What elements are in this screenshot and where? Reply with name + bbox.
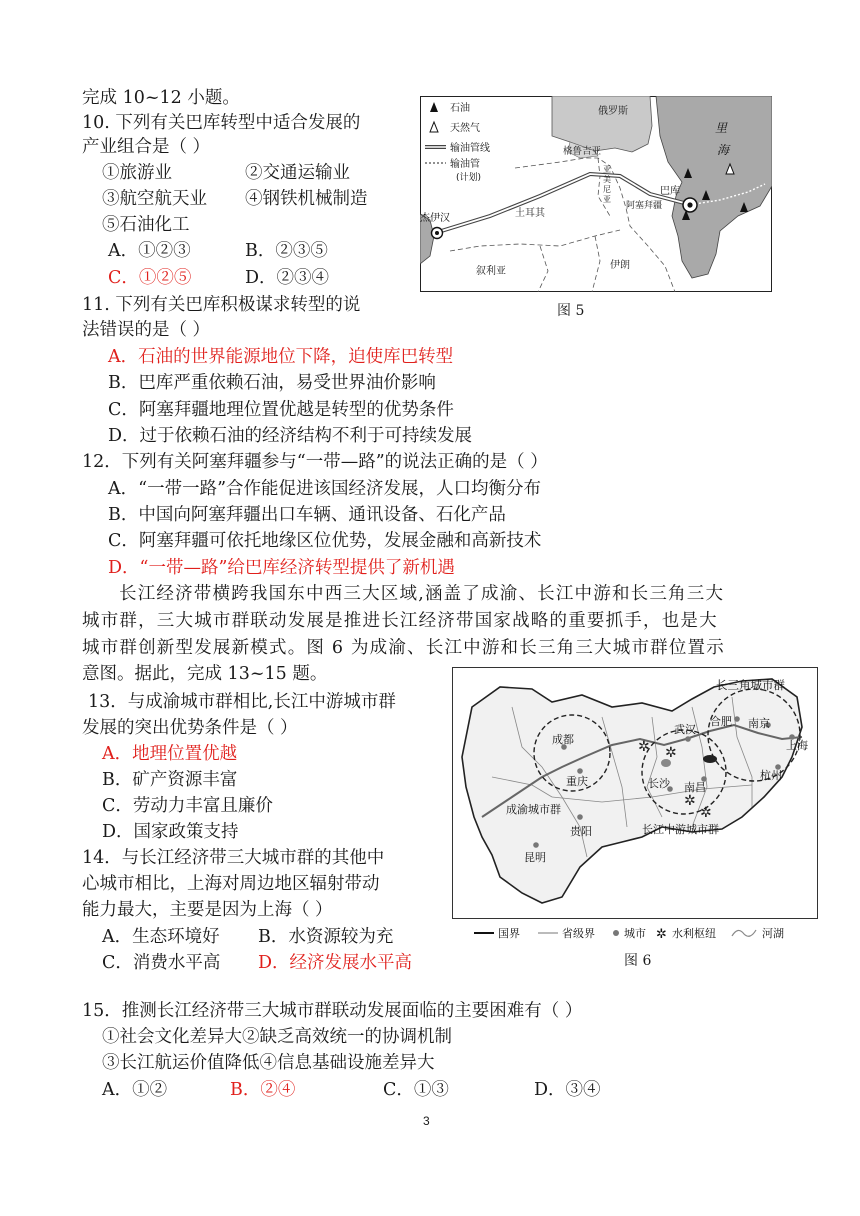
q13-choice-c: C．劳动力丰富且廉价 [102, 796, 273, 816]
q11-choice-b: B．巴库严重依赖石油，易受世界油价影响 [108, 373, 436, 393]
q12-choice-d: D．“一带—路”给巴库经济转型提供了新机遇 [108, 558, 455, 578]
q14-choice-d: D．经济发展水平高 [258, 953, 413, 973]
label-hefei: 合肥 [710, 715, 732, 728]
label-chengdu: 成都 [552, 733, 574, 746]
q12-stem: 12．下列有关阿塞拜疆参与“一带—路”的说法正确的是（ ） [82, 452, 548, 472]
q15-stem: 15．推测长江经济带三大城市群联动发展面临的主要困难有（ ） [82, 1001, 583, 1021]
legend-planned-note: (计划) [456, 173, 482, 183]
q14-stem-1: 14．与长江经济带三大城市群的其他中 [82, 848, 385, 868]
label-turkey: 土耳其 [515, 208, 545, 219]
q15-options-row-1: ①社会文化差异大②缺乏高效统一的协调机制 [102, 1027, 452, 1047]
lake [703, 755, 717, 763]
intro-line: 完成 10~12 小题。 [82, 88, 240, 108]
legend-city-label: 城市 [624, 927, 646, 940]
city-dot [577, 768, 583, 774]
city-dot [734, 716, 740, 722]
q10-option-3: ③航空航天业 [102, 189, 207, 209]
q12-choice-b: B．中国向阿塞拜疆出口车辆、通讯设备、石化产品 [108, 505, 506, 525]
label-armenia-2: 美 [603, 175, 611, 184]
q10-stem-2: 产业组合是（ ） [82, 137, 211, 157]
q15-choice-d: D．③④ [534, 1080, 601, 1100]
legend-river-label: 河湖 [762, 927, 784, 940]
legend-pipe-label: 输油管线 [450, 143, 490, 154]
q13-choice-a: A．地理位置优越 [102, 744, 238, 764]
city-dot [577, 814, 583, 820]
q14-stem-3: 能力最大，主要是因为上海（ ） [82, 900, 333, 920]
label-baku: 巴库 [660, 186, 680, 197]
label-armenia-4: 亚 [603, 195, 611, 204]
label-chongqing: 重庆 [566, 775, 588, 788]
q10-choice-d: D．②③④ [245, 268, 330, 288]
q13-stem-2: 发展的突出优势条件是（ ） [82, 718, 298, 738]
q11-stem-2: 法错误的是（ ） [82, 320, 211, 340]
q11-choice-a: A．石油的世界能源地位下降，迫使库巴转型 [108, 347, 454, 367]
q10-option-2: ②交通运输业 [245, 163, 350, 183]
page-number: 3 [423, 1114, 430, 1128]
q10-choice-a: A．①②③ [108, 241, 191, 261]
q10-option-5: ⑤石油化工 [102, 215, 190, 235]
legend-province-label: 省级界 [562, 927, 595, 940]
q11-stem-1: 11. 下列有关巴库积极谋求转型的说 [82, 295, 361, 315]
label-nanjing: 南京 [748, 717, 770, 730]
q15-choice-c: C．①③ [383, 1080, 449, 1100]
dam-icon: ✲ [684, 793, 696, 809]
figure-6-map [452, 667, 818, 919]
dam-icon: ✲ [638, 739, 650, 755]
q15-choice-a: A．①② [102, 1080, 168, 1100]
legend-oil-label: 石油 [450, 103, 470, 114]
legend-dam-icon: ✲ [656, 927, 667, 942]
label-georgia: 格鲁吉亚 [563, 146, 602, 157]
label-caspian-1: 里 [715, 121, 728, 135]
city-dot [533, 842, 539, 848]
label-caspian-2: 海 [717, 143, 730, 157]
q14-choice-b: B．水资源较为充 [258, 927, 394, 947]
q14-stem-2: 心城市相比，上海对周边地区辐射带动 [82, 874, 380, 894]
label-russia: 俄罗斯 [598, 106, 628, 117]
q12-choice-c: C．阿塞拜疆可依托地缘区位优势，发展金融和高新技术 [108, 531, 542, 551]
q11-choice-c: C．阿塞拜疆地理位置优越是转型的优势条件 [108, 400, 454, 420]
legend-dam-label: 水利枢纽 [672, 927, 716, 940]
q13-stem-1: 13．与成渝城市群相比,长江中游城市群 [88, 692, 396, 712]
city-dot [685, 736, 691, 742]
figure-5-caption: 图 5 [557, 303, 585, 319]
q13-choice-b: B．矿产资源丰富 [102, 770, 238, 790]
label-armenia-3: 尼 [603, 185, 611, 194]
q13-choice-d: D．国家政策支持 [102, 822, 239, 842]
legend-planned-pipe-label: 输油管 [450, 159, 480, 170]
figure-6-caption: 图 6 [624, 953, 652, 969]
label-syria: 叙利亚 [476, 266, 506, 277]
passage-line-2: 城市群，三大城市群联动发展是推进长江经济带国家战略的重要抓手，也是大 [82, 611, 718, 631]
label-armenia-1: 亚 [603, 165, 611, 174]
q10-option-4: ④钢铁机械制造 [245, 189, 368, 209]
label-shanghai: 上海 [786, 739, 808, 752]
passage-line-1: 长江经济带横跨我国东中西三大区域,涵盖了成渝、长江中游和长三角三大 [119, 584, 725, 604]
label-wuhan: 武汉 [674, 723, 696, 736]
passage-line-3: 城市群创新型发展新模式。图 6 为成渝、长江中游和长三角三大城市群位置示 [82, 638, 725, 658]
q10-choice-b: B．②③⑤ [245, 241, 328, 261]
passage-line-4: 意图。据此，完成 13~15 题。 [82, 664, 328, 684]
q14-choice-c: C．消费水平高 [102, 953, 221, 973]
label-middle-group: 长江中游城市群 [642, 823, 719, 836]
label-chengyu-group: 成渝城市群 [506, 803, 561, 816]
dam-icon: ✲ [700, 805, 712, 821]
figure-6-legend [470, 922, 820, 944]
q10-choice-c: C．①②⑤ [108, 268, 192, 288]
q15-choice-b: B．②④ [230, 1080, 296, 1100]
legend-gas-label: 天然气 [450, 123, 480, 134]
figure-5-map [420, 96, 772, 292]
label-azerbaijan: 阿塞拜疆 [626, 201, 663, 211]
q12-choice-a: A．“一带一路”合作能促进该国经济发展，人口均衡分布 [108, 479, 542, 499]
q15-options-row-2: ③长江航运价值降低④信息基础设施差异大 [102, 1053, 435, 1073]
dam-icon: ✲ [665, 745, 677, 761]
label-guiyang: 贵阳 [570, 825, 592, 838]
legend-river-icon [732, 930, 756, 936]
q10-option-1: ①旅游业 [102, 163, 172, 183]
legend-city-icon [613, 930, 619, 936]
q14-choice-a: A．生态环境好 [102, 927, 220, 947]
label-hangzhou: 杭州 [760, 769, 782, 782]
label-nanchang: 南昌 [684, 781, 706, 794]
q11-choice-d: D．过于依赖石油的经济结构不利于可持续发展 [108, 426, 473, 446]
label-changsha: 长沙 [648, 777, 670, 790]
label-iran: 伊朗 [610, 260, 630, 271]
q10-stem-1: 10. 下列有关巴库转型中适合发展的 [82, 113, 361, 133]
label-kunming: 昆明 [524, 851, 546, 864]
legend-border-label: 国界 [498, 927, 520, 940]
label-ceyhan: 杰伊汉 [420, 213, 450, 224]
label-yrd: 长三角城市群 [716, 678, 785, 692]
